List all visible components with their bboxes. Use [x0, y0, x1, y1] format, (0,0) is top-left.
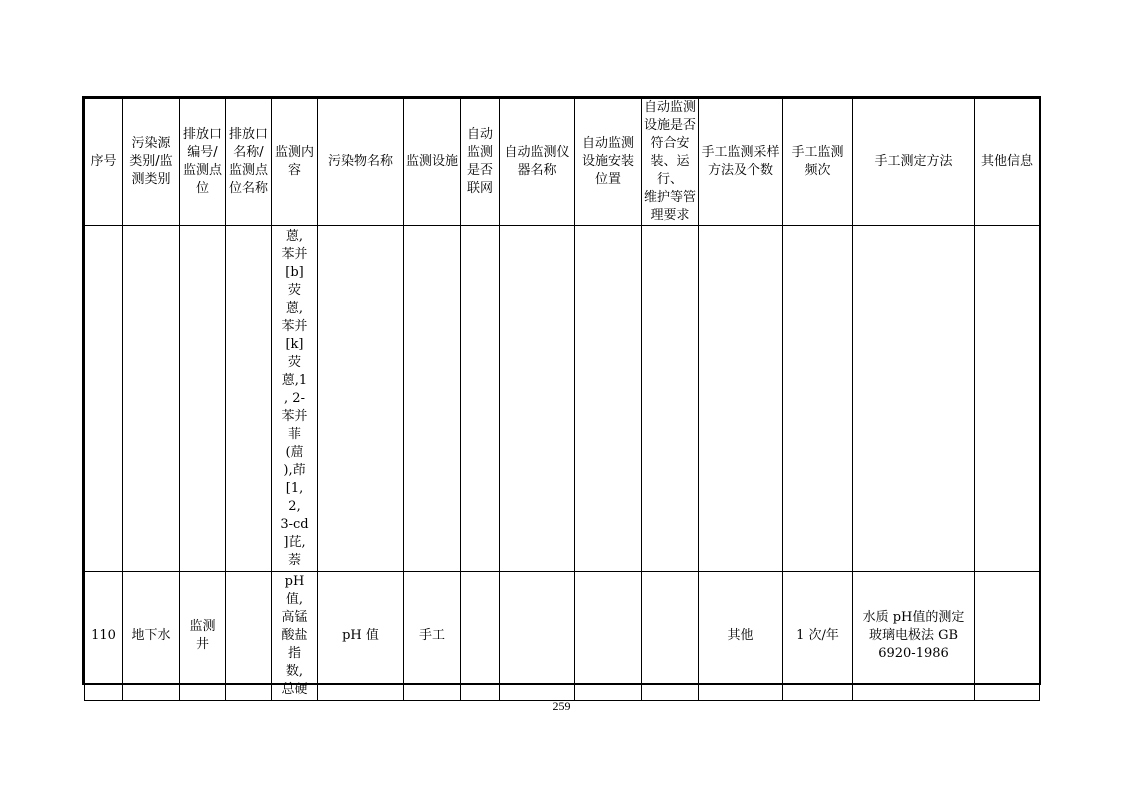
cell-other-info — [975, 226, 1040, 572]
cell-manual-method — [853, 226, 975, 572]
header-outlet-name: 排放口 名称/ 监测点 位名称 — [226, 99, 272, 226]
header-other-info: 其他信息 — [975, 99, 1040, 226]
cell-manual-frequency: 1 次/年 — [783, 572, 853, 701]
cell-source-category — [123, 226, 180, 572]
header-manual-frequency: 手工监测 频次 — [783, 99, 853, 226]
header-auto-compliance: 自动监测 设施是否 符合安 装、运行、 维护等管 理要求 — [642, 99, 699, 226]
cell-auto-location — [575, 572, 642, 701]
header-auto-networked: 自动 监测 是否 联网 — [461, 99, 500, 226]
cell-auto-location — [575, 226, 642, 572]
header-manual-method: 手工测定方法 — [853, 99, 975, 226]
table-row — [85, 226, 1040, 572]
cell-manual-sampling — [699, 226, 783, 572]
cell-auto-networked — [461, 572, 500, 701]
cell-auto-networked — [461, 226, 500, 572]
cell-monitoring-content: pH 值, 高锰 酸盐 指 数, 总硬 — [272, 572, 318, 701]
header-auto-instrument: 自动监测仪 器名称 — [500, 99, 575, 226]
cell-outlet-id: 监测 井 — [180, 572, 226, 701]
cell-outlet-name — [226, 226, 272, 572]
header-auto-location: 自动监测 设施安装 位置 — [575, 99, 642, 226]
table-header-row — [85, 99, 1040, 226]
header-monitoring-content: 监测内 容 — [272, 99, 318, 226]
cell-manual-frequency — [783, 226, 853, 572]
cell-pollutant: pH 值 — [318, 572, 404, 701]
cell-pollutant — [318, 226, 404, 572]
cell-seq: 110 — [85, 572, 123, 701]
header-seq: 序号 — [85, 99, 123, 226]
cell-outlet-id — [180, 226, 226, 572]
cell-manual-sampling: 其他 — [699, 572, 783, 701]
cell-seq — [85, 226, 123, 572]
monitoring-table-frame — [82, 96, 1041, 697]
table-row — [85, 572, 1040, 701]
cell-monitoring-content: 蒽, 苯并 [b] 荧 蒽, 苯并 [k] 荧 蒽,1 , 2- 苯并 菲 (䓛 ),茚 [1, 2, 3-cd ]芘, 萘 — [272, 226, 318, 572]
cell-auto-compliance — [642, 226, 699, 572]
cell-auto-instrument — [500, 226, 575, 572]
cell-outlet-name — [226, 572, 272, 701]
header-manual-sampling: 手工监测采样 方法及个数 — [699, 99, 783, 226]
cell-source-category: 地下水 — [123, 572, 180, 701]
header-facility: 监测设施 — [404, 99, 461, 226]
cell-facility: 手工 — [404, 572, 461, 701]
monitoring-table — [84, 98, 1040, 701]
header-source-category: 污染源 类别/监 测类别 — [123, 99, 180, 226]
cell-auto-instrument — [500, 572, 575, 701]
page-number: 259 — [552, 699, 571, 713]
header-pollutant: 污染物名称 — [318, 99, 404, 226]
header-outlet-id: 排放口 编号/ 监测点 位 — [180, 99, 226, 226]
cell-auto-compliance — [642, 572, 699, 701]
cell-other-info — [975, 572, 1040, 701]
cell-manual-method: 水质 pH值的测定 玻璃电极法 GB 6920-1986 — [853, 572, 975, 701]
cell-facility — [404, 226, 461, 572]
